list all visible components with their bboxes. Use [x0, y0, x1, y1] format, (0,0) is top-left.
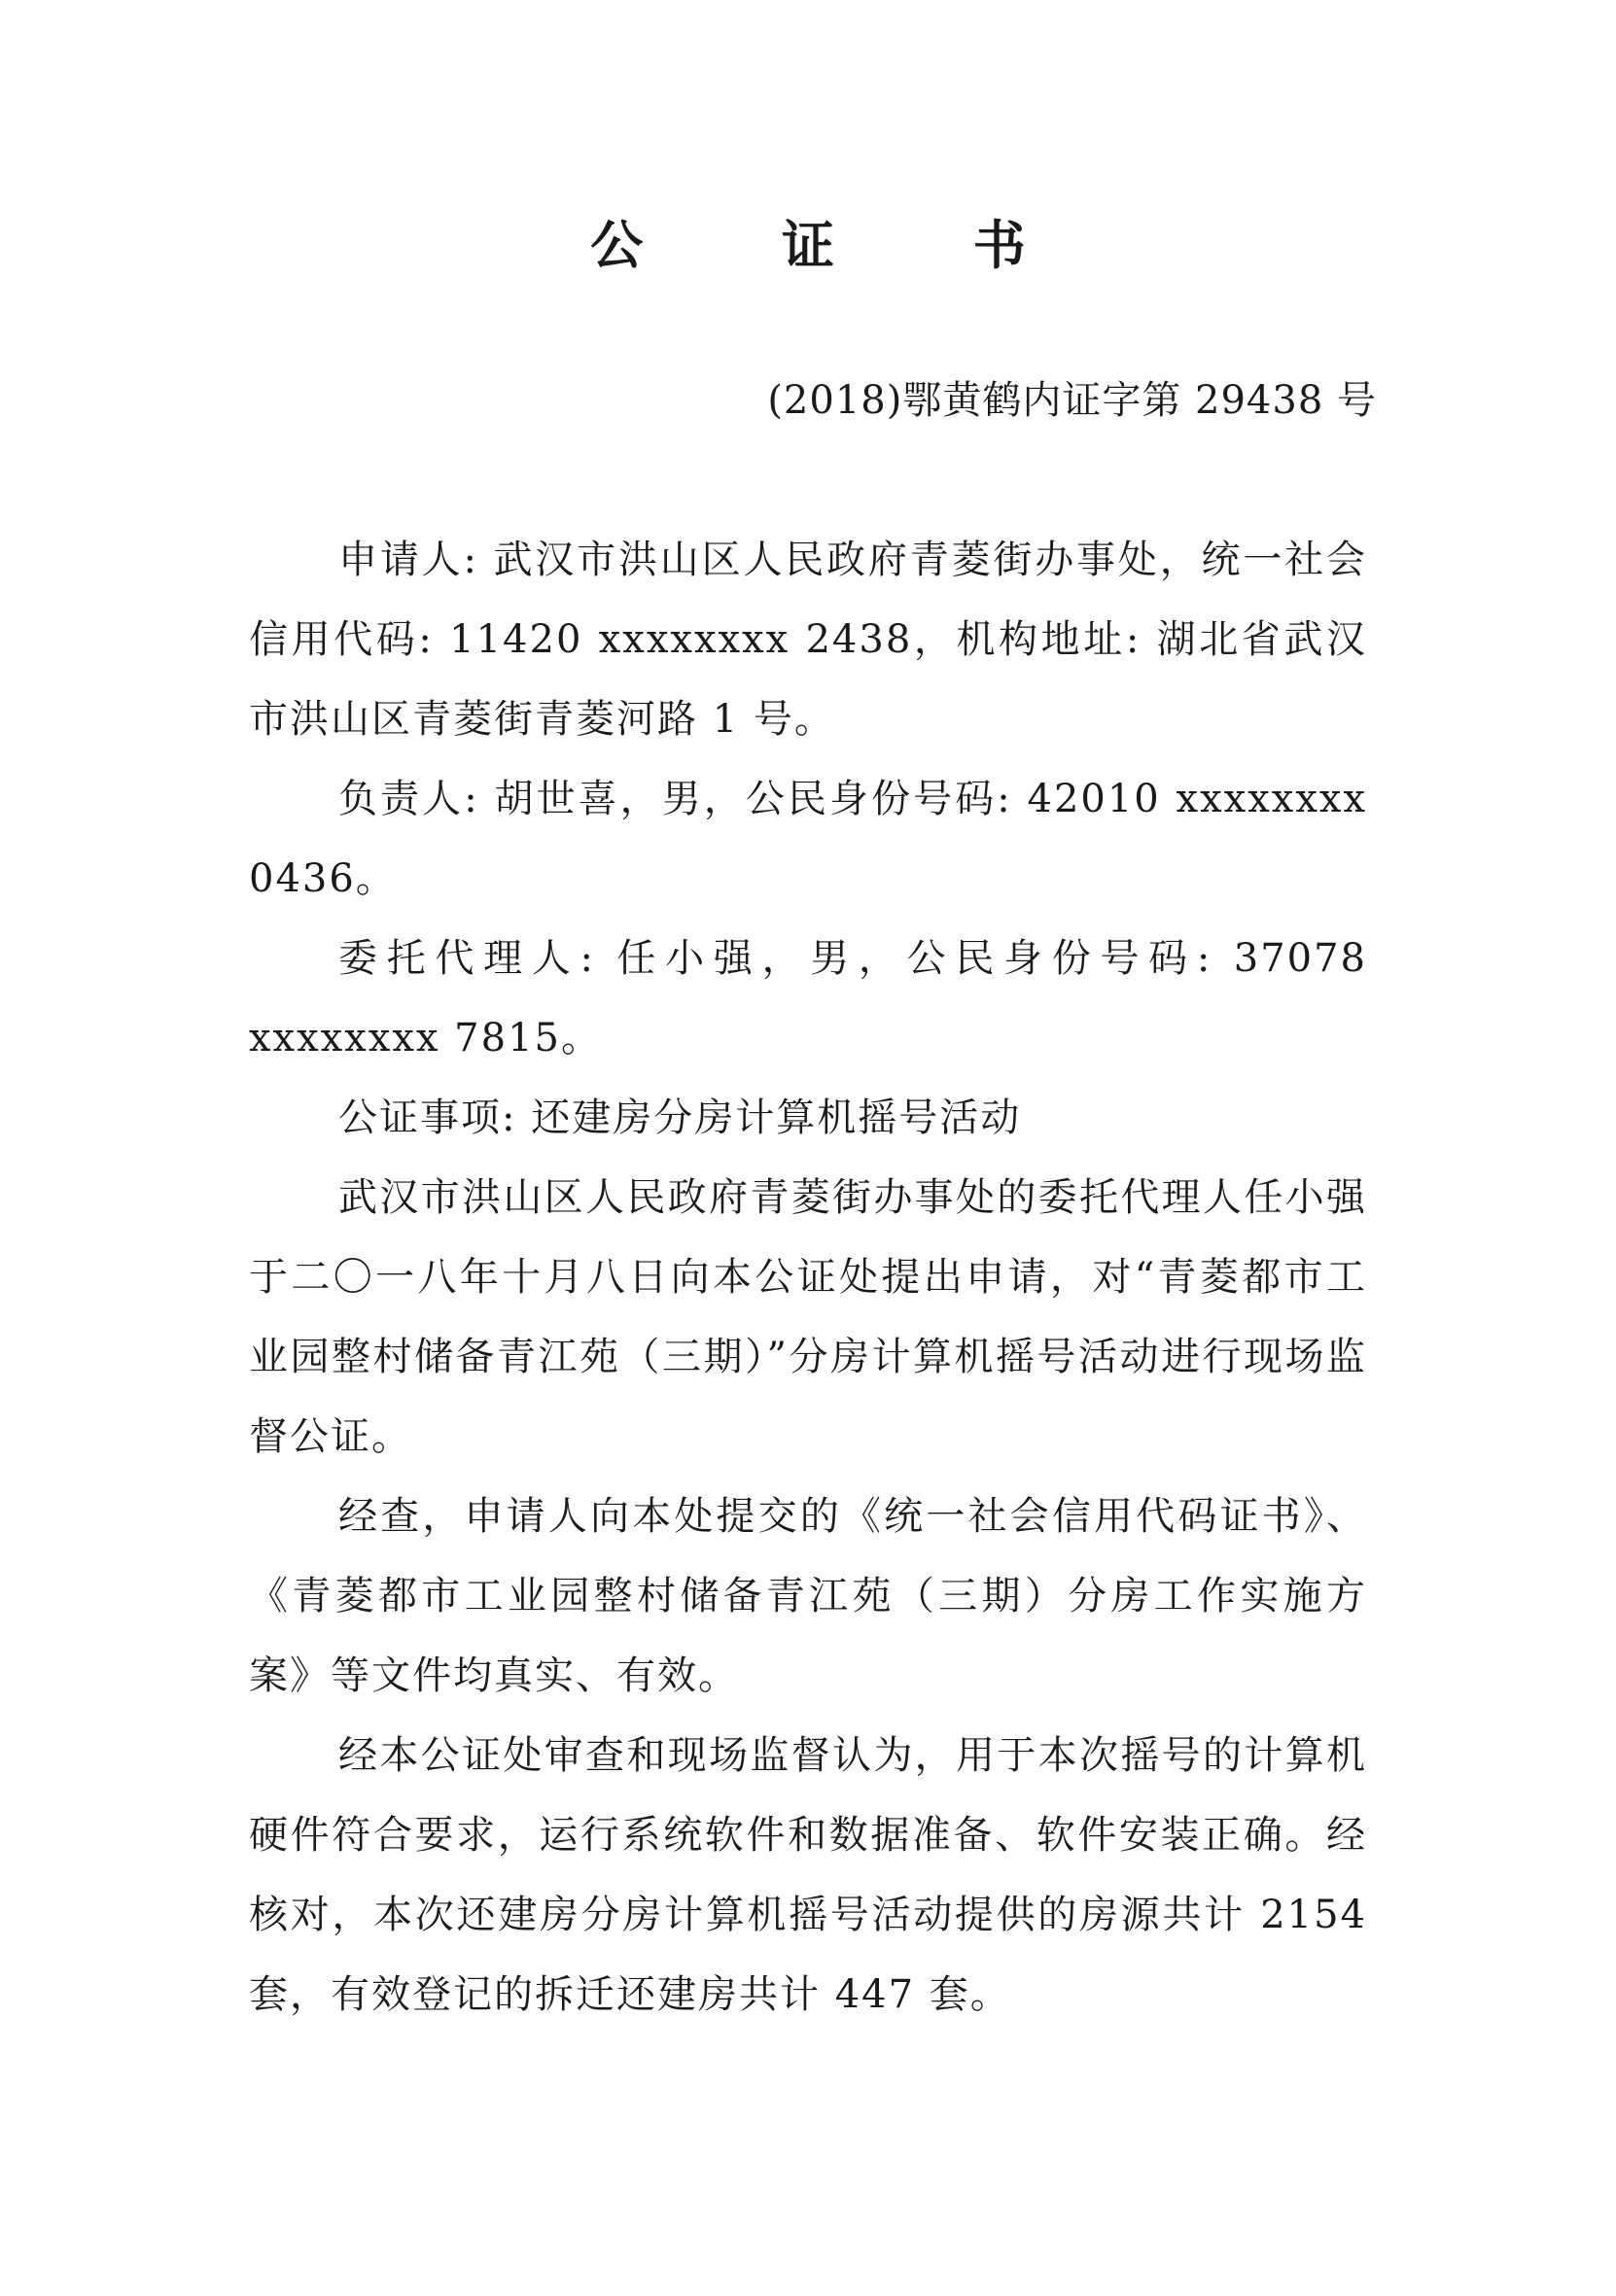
applicant-paragraph: 申请人: 武汉市洪山区人民政府青菱街办事处，统一社会信用代码: 11420 xxxxxxxx 2438，机构地址: 湖北省武汉市洪山区青菱街青菱河路 1 号。: [249, 538, 1367, 742]
verification-paragraph: 经查，申请人向本处提交的《统一社会信用代码证书》、《青菱都市工业园整村储备青江苑（三期）分房工作实施方案》等文件均真实、有效。: [249, 1494, 1367, 1698]
responsible-person-paragraph: 负责人: 胡世喜，男，公民身份号码: 42010 xxxxxxxx 0436。: [249, 777, 1367, 901]
certificate-number: (2018)鄂黄鹤内证字第 29438 号: [767, 378, 1377, 423]
document-body: [249, 520, 1367, 2035]
notarial-matter-paragraph: 公证事项: 还建房分房计算机摇号活动: [338, 1096, 1022, 1140]
agent-paragraph: 委托代理人: 任小强，男，公民身份号码: 37078 xxxxxxxx 7815。: [249, 936, 1367, 1061]
document-title: 公 证 书: [590, 215, 1086, 276]
review-result-paragraph: 经本公证处审查和现场监督认为，用于本次摇号的计算机硬件符合要求，运行系统软件和数据准备、软件安装正确。经核对，本次还建房分房计算机摇号活动提供的房源共计 2154 套，有效登记的拆迁还建房共计 447 套。: [249, 1733, 1367, 2017]
application-paragraph: 武汉市洪山区人民政府青菱街办事处的委托代理人任小强于二〇一八年十月八日向本公证处提出申请，对“青菱都市工业园整村储备青江苑（三期）”分房计算机摇号活动进行现场监督公证。: [249, 1175, 1367, 1459]
